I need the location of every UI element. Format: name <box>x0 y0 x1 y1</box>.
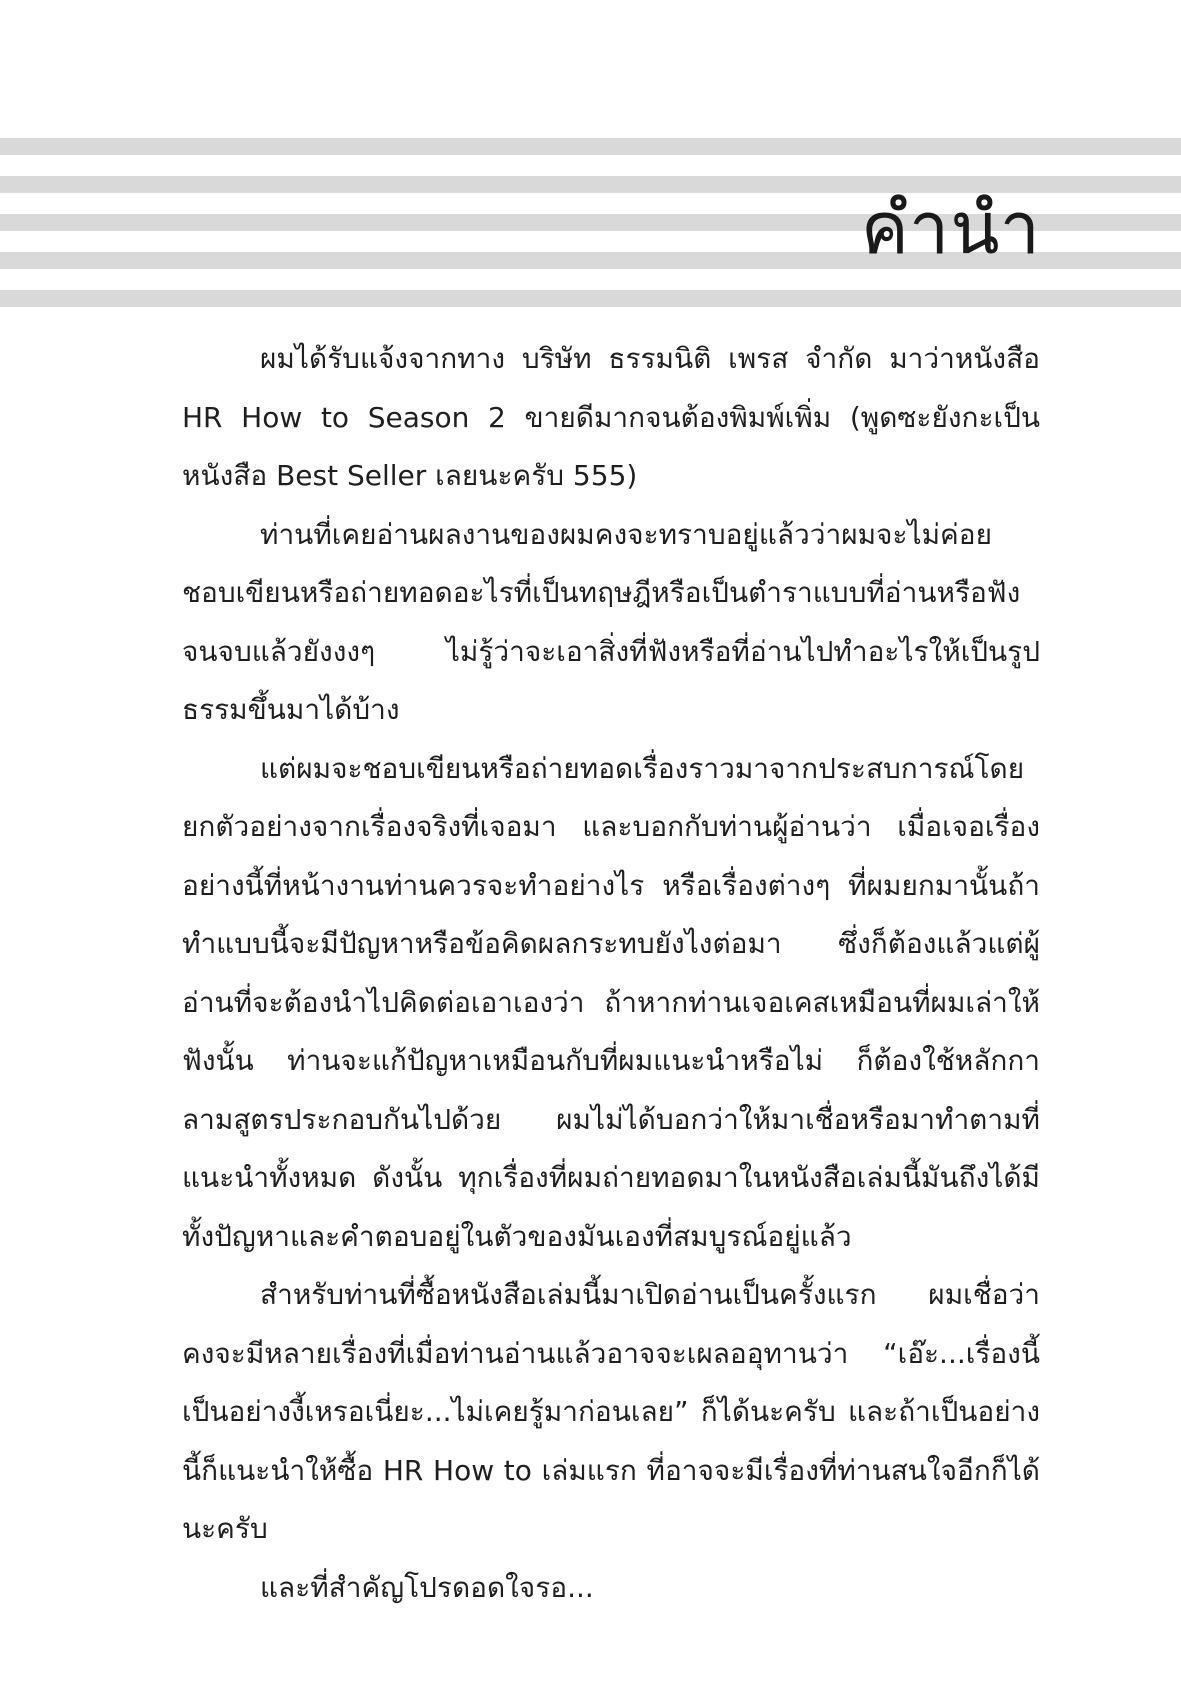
preface-paragraph-4: สำหรับท่านที่ซื้อหนังสือเล่มนี้มาเปิดอ่านเป็นครั้งแรก ผมเชื่อว่าคงจะมีหลายเรื่องที่เมื่อท่านอ่านแล้วอาจจะเผลออุทานว่า “เอ๊ะ...เรื่องนี้เป็นอย่างงี้เหรอเนี่ยะ...ไม่เคยรู้มาก่อนเลย” ก็ได้นะครับ และถ้าเป็นอย่างนี้ก็แนะนำให้ซื้อ HR How to เล่มแรก ที่อาจจะมีเรื่องที่ท่านสนใจอีกก็ได้นะครับ <box>182 1278 1040 1545</box>
preface-paragraph-3: แต่ผมจะชอบเขียนหรือถ่ายทอดเรื่องราวมาจากประสบการณ์โดยยกตัวอย่างจากเรื่องจริงที่เจอมา และบอกกับท่านผู้อ่านว่า เมื่อเจอเรื่องอย่างนี้ที่หน้างานท่านควรจะทำอย่างไร หรือเรื่องต่างๆ ที่ผมยกมานั้นถ้าทำแบบนี้จะมีปัญหาหรือข้อคิดผลกระทบยังไงต่อมา ซึ่งก็ต้องแล้วแต่ผู้อ่านที่จะต้องนำไปคิดต่อเอาเองว่า ถ้าหากท่านเจอเคสเหมือนที่ผมเล่าให้ฟังนั้น ท่านจะแก้ปัญหาเหมือนกับที่ผมแนะนำหรือไม่ ก็ต้องใช้หลักกาลามสูตรประกอบกันไปด้วย ผมไม่ได้บอกว่าให้มาเชื่อหรือมาทำตามที่แนะนำทั้งหมด ดังนั้น ทุกเรื่องที่ผมถ่ายทอดมาในหนังสือเล่มนี้มันถึงได้มีทั้งปัญหาและคำตอบอยู่ในตัวของมันเองที่สมบูรณ์อยู่แล้ว <box>182 751 1040 1253</box>
header-stripe <box>0 138 1181 155</box>
preface-paragraph-1: ผมได้รับแจ้งจากทาง บริษัท ธรรมนิติ เพรส จำกัด มาว่าหนังสือ HR How to Season 2 ขายดีมากจนต้องพิมพ์เพิ่ม (พูดซะยังกะเป็นหนังสือ Best Seller เลยนะครับ 555) <box>182 342 1040 492</box>
page-title: คำนำ <box>860 186 1041 270</box>
preface-paragraph-5: และที่สำคัญโปรดอดใจรอ... <box>260 1570 594 1604</box>
preface-paragraph-2: ท่านที่เคยอ่านผลงานของผมคงจะทราบอยู่แล้วว่าผมจะไม่ค่อยชอบเขียนหรือถ่ายทอดอะไรที่เป็นทฤษฎีหรือเป็นตำราแบบที่อ่านหรือฟังจนจบแล้วยังงงๆ ไม่รู้ว่าจะเอาสิ่งที่ฟังหรือที่อ่านไปทำอะไรให้เป็นรูปธรรมขึ้นมาได้บ้าง <box>182 517 1040 726</box>
preface-body <box>182 330 1040 1617</box>
header-stripe <box>0 290 1181 307</box>
